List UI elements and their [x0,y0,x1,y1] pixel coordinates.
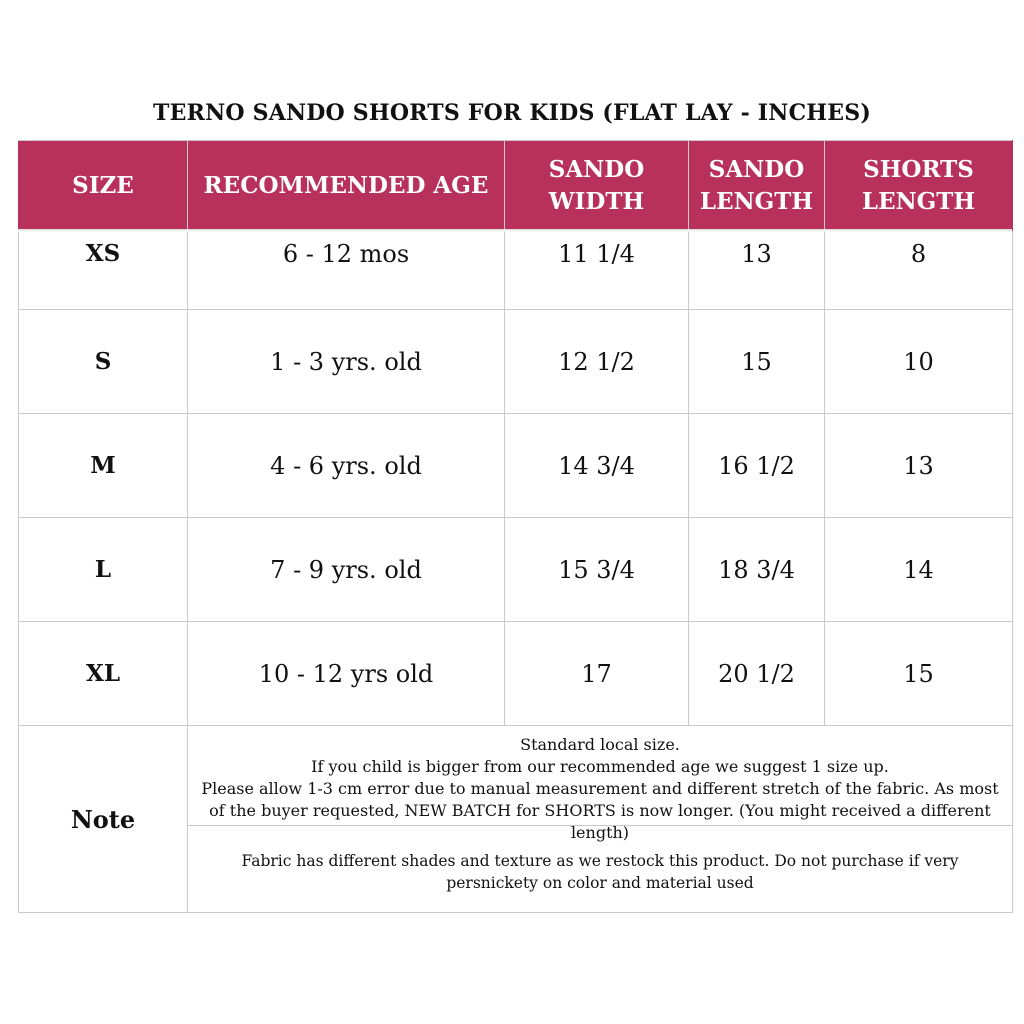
header-size: SIZE [19,141,188,232]
shorts-length-cell: 15 [825,622,1013,726]
size-cell: XL [19,622,188,726]
header-shadow [18,229,1012,232]
note-label: Note [19,726,188,913]
size-cell: L [19,518,188,622]
table-row [19,414,1013,518]
sando-length-cell: 16 1/2 [689,414,825,518]
sando-length-cell: 15 [689,310,825,414]
age-cell: 10 - 12 yrs old [188,622,505,726]
sando-width-cell: 11 1/4 [505,232,689,310]
age-cell: 6 - 12 mos [188,232,505,310]
note-top-block [188,727,1012,842]
header-shorts-length: SHORTS LENGTH [825,141,1013,232]
age-cell: 1 - 3 yrs. old [188,310,505,414]
size-cell: XS [19,232,188,310]
header-sando-width: SANDO WIDTH [505,141,689,232]
age-cell: 4 - 6 yrs. old [188,414,505,518]
table-row [19,232,1013,310]
sando-width-cell: 14 3/4 [505,414,689,518]
header-recommended-age: RECOMMENDED AGE [188,141,505,232]
shorts-length-cell: 8 [825,232,1013,310]
sando-length-cell: 20 1/2 [689,622,825,726]
size-cell: S [19,310,188,414]
table-header-row [19,141,1013,232]
page-title: TERNO SANDO SHORTS FOR KIDS (FLAT LAY - INCHES) [153,100,871,126]
shorts-length-cell: 10 [825,310,1013,414]
table-row [19,622,1013,726]
shorts-length-cell: 13 [825,414,1013,518]
note-line: Standard local size. [520,734,680,754]
sando-length-cell: 18 3/4 [689,518,825,622]
sando-width-cell: 17 [505,622,689,726]
size-cell: M [19,414,188,518]
note-line: Please allow 1-3 cm error due to manual measurement and different stretch of the fabric. As most of the buyer requested, NEW BATCH for SHORTS is now longer. (You might received a different length) [201,778,999,842]
shorts-length-cell: 14 [825,518,1013,622]
table-row [19,310,1013,414]
note-line: If you child is bigger from our recommended age we suggest 1 size up. [311,756,889,776]
header-sando-length: SANDO LENGTH [689,141,825,232]
sando-width-cell: 12 1/2 [505,310,689,414]
sando-length-cell: 13 [689,232,825,310]
table-row [19,518,1013,622]
size-chart-table [18,140,1013,913]
note-line: Fabric has different shades and texture as we restock this product. Do not purchase if very persnickety on color and material used [241,851,959,892]
sando-width-cell: 15 3/4 [505,518,689,622]
age-cell: 7 - 9 yrs. old [188,518,505,622]
note-row [19,726,1013,913]
note-content [188,726,1013,913]
